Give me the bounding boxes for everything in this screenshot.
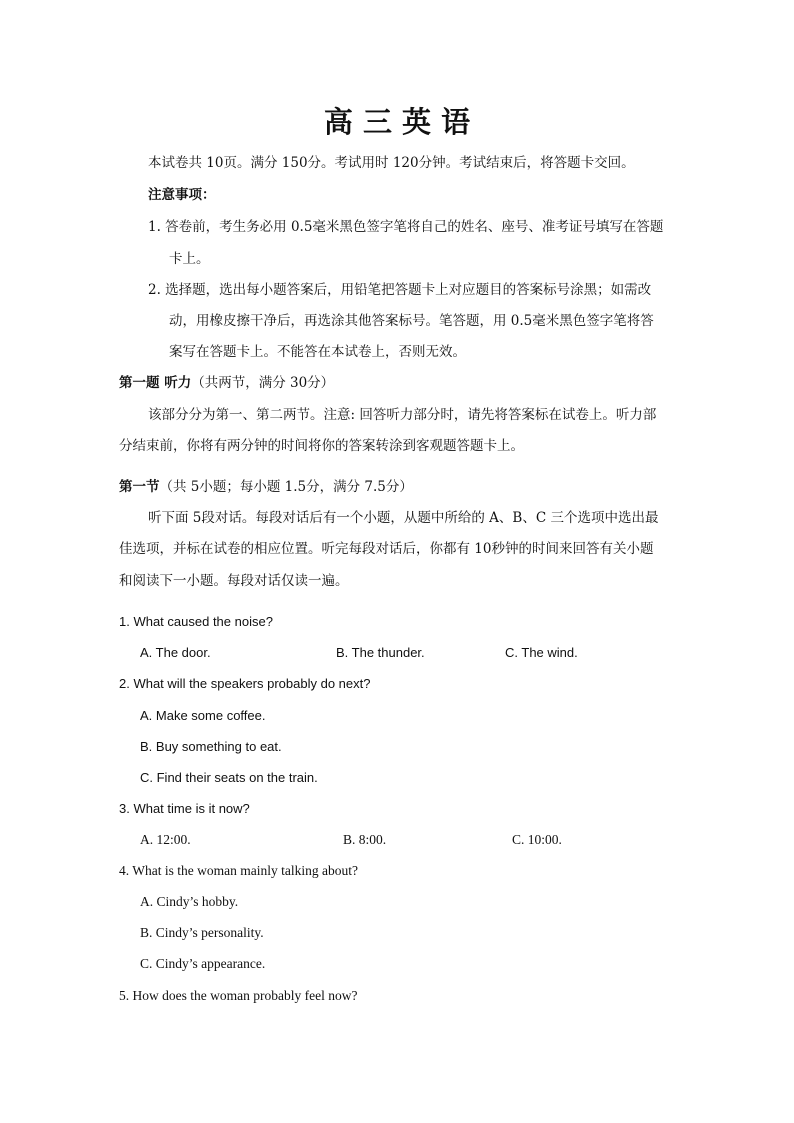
- question-4-option-a: A. Cindy’s hobby.: [140, 894, 239, 909]
- note-1-line-2: 卡上。: [169, 251, 210, 267]
- note-1-line-1: 1. 答卷前，考生务必用 0.5毫米黑色签字笔将自己的姓名、座号、准考证号填写在答题: [148, 219, 664, 235]
- note-2-line-3: 案写在答题卡上。不能答在本试卷上，否则无效。: [169, 344, 466, 360]
- part-1-heading-rest: （共两节，满分 30分）: [191, 375, 335, 391]
- question-1-stem: 1. What caused the noise?: [119, 614, 273, 629]
- question-3-option-c: C. 10:00.: [512, 832, 562, 847]
- question-2-option-a: A. Make some coffee.: [140, 708, 266, 723]
- question-1-option-a: A. The door.: [140, 645, 211, 660]
- question-4-option-b: B. Cindy’s personality.: [140, 925, 264, 940]
- question-1-option-c: C. The wind.: [505, 645, 578, 660]
- intro-text: 本试卷共 10页。满分 150分。考试用时 120分钟。考试结束后，将答题卡交回。: [148, 155, 635, 171]
- part-1-desc-line-2: 分结束前，你将有两分钟的时间将你的答案转涂到客观题答题卡上。: [119, 438, 524, 454]
- section-1-desc-line-1: 听下面 5段对话。每段对话后有一个小题，从题中所给的 A、B、C 三个选项中选出最: [148, 510, 659, 526]
- question-4-stem: 4. What is the woman mainly talking about?: [119, 863, 358, 878]
- question-2-stem: 2. What will the speakers probably do next?: [119, 676, 371, 691]
- section-1-desc-line-3: 和阅读下一小题。每段对话仅读一遍。: [119, 573, 349, 589]
- notes-heading: 注意事项：: [148, 187, 216, 203]
- question-3-option-b: B. 8:00.: [343, 832, 387, 847]
- question-3-stem: 3. What time is it now?: [119, 801, 250, 816]
- section-1-desc-line-2: 佳选项，并标在试卷的相应位置。听完每段对话后，你都有 10秒钟的时间来回答有关小题: [119, 541, 654, 557]
- note-2-line-1: 2. 选择题，选出每小题答案后，用铅笔把答题卡上对应题目的答案标号涂黑；如需改: [148, 282, 652, 298]
- question-1-option-b: B. The thunder.: [336, 645, 425, 660]
- part-1-desc-line-1: 该部分分为第一、第二两节。注意: 回答听力部分时，请先将答案标在试卷上。听力部: [148, 407, 657, 423]
- note-2-line-2: 动，用橡皮擦干净后，再选涂其他答案标号。笔答题，用 0.5毫米黑色签字笔将答: [169, 313, 654, 329]
- section-1-heading: [119, 478, 413, 496]
- page-title: 高 三 英 语: [323, 105, 471, 139]
- question-2-option-c: C. Find their seats on the train.: [140, 770, 318, 785]
- section-1-heading-bold: 第一节: [119, 479, 160, 495]
- question-3-option-a: A. 12:00.: [140, 832, 191, 847]
- part-1-heading-bold: 第一题 听力: [119, 375, 192, 391]
- question-5-stem: 5. How does the woman probably feel now?: [119, 988, 358, 1003]
- question-2-option-b: B. Buy something to eat.: [140, 739, 282, 754]
- section-1-heading-rest: （共 5小题；每小题 1.5分，满分 7.5分）: [159, 479, 413, 495]
- question-4-option-c: C. Cindy’s appearance.: [140, 956, 266, 971]
- part-1-heading: [119, 374, 334, 392]
